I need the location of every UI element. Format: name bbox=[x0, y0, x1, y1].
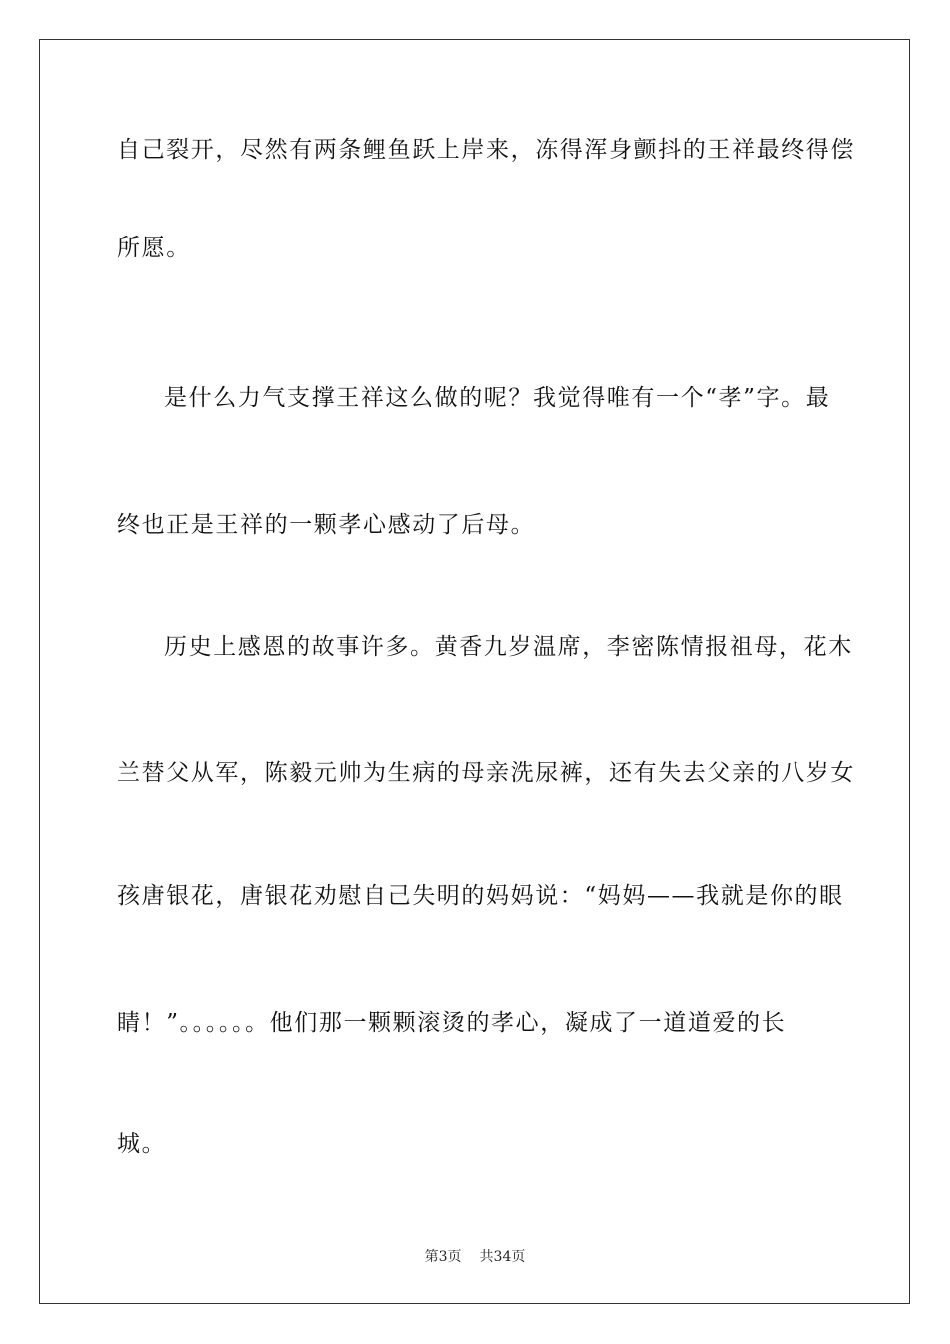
page-footer bbox=[0, 1247, 950, 1267]
text-line: 孩唐银花，唐银花劝慰自己失明的妈妈说：“妈妈——我就是你的眼 bbox=[117, 883, 844, 909]
page-number: 第3页 bbox=[424, 1249, 462, 1265]
page-total: 共34页 bbox=[479, 1249, 526, 1265]
text-line: 所愿。 bbox=[117, 235, 191, 261]
text-line: 历史上感恩的故事许多。黄香九岁温席，李密陈情报祖母，花木 bbox=[164, 634, 853, 660]
text-line: 城。 bbox=[117, 1131, 167, 1157]
text-line: 是什么力气支撑王祥这么做的呢？我觉得唯有一个“孝”字。最 bbox=[164, 385, 831, 411]
text-line: 兰替父从军，陈毅元帅为生病的母亲洗尿裤，还有失去父亲的八岁女 bbox=[117, 760, 855, 786]
text-line: 终也正是王祥的一颗孝心感动了后母。 bbox=[117, 512, 536, 538]
text-line: 自己裂开，尽然有两条鲤鱼跃上岸来，冻得浑身颤抖的王祥最终得偿 bbox=[117, 137, 855, 163]
text-line: 睛！”。。。。。。他们那一颗颗滚烫的孝心，凝成了一道道爱的长 bbox=[117, 1010, 787, 1036]
